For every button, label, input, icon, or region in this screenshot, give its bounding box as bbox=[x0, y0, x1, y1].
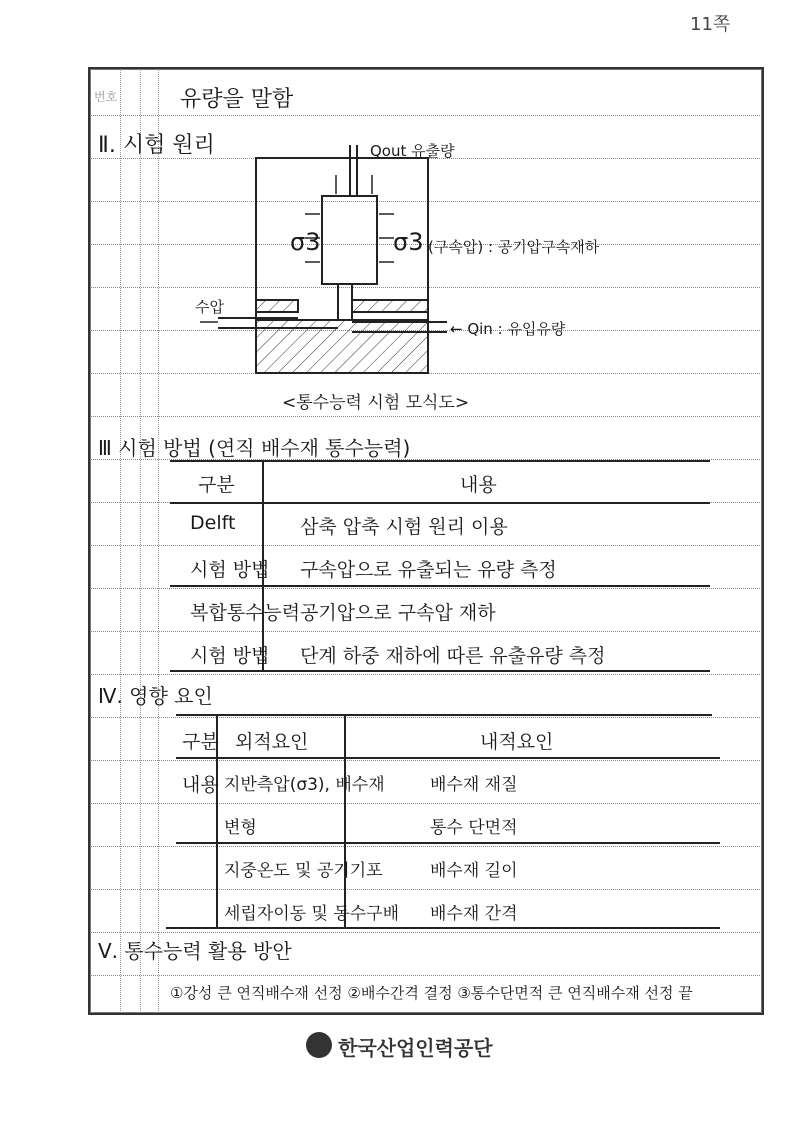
ruled-line bbox=[90, 631, 760, 632]
table4-cell-external: 지중온도 및 공기기포 bbox=[224, 861, 383, 881]
sigma3-left-label: σ3 bbox=[290, 228, 321, 256]
ruled-line bbox=[90, 975, 760, 976]
table3-cell-category: 복합통수능력 bbox=[190, 602, 301, 624]
footer-org: 한국산업인력공단 bbox=[338, 1036, 493, 1060]
ruled-line bbox=[90, 674, 760, 675]
table4-cell-external: 지반측압(σ3), 배수재 bbox=[224, 775, 385, 795]
table4-cell-external: 세립자이동 및 동수구배 bbox=[224, 904, 400, 924]
table3-cell-category: Delft bbox=[190, 512, 236, 534]
q-in-label: ← Qin : 유입유량 bbox=[450, 320, 566, 338]
table4-header-category: 구분 bbox=[182, 731, 219, 753]
ruled-line bbox=[90, 846, 760, 847]
ruled-line bbox=[90, 717, 760, 718]
table3-cell-category: 시험 방법 bbox=[190, 559, 270, 581]
table3-cell-category: 시험 방법 bbox=[190, 645, 270, 667]
permeability-test-diagram bbox=[0, 0, 793, 420]
table4-cell-internal: 배수재 길이 bbox=[430, 861, 518, 881]
section-3-heading: Ⅲ 시험 방법 (연직 배수재 통수능력) bbox=[98, 436, 411, 460]
table4-header-internal: 내적요인 bbox=[480, 731, 554, 753]
table4-row-label: 내용 bbox=[182, 774, 219, 796]
sigma3-right-label: σ3 bbox=[393, 228, 424, 256]
section-5-items: ①강성 큰 연직배수재 선정 ②배수간격 결정 ③통수단면적 큰 연직배수재 선정 끝 bbox=[170, 984, 693, 1002]
ruled-line bbox=[90, 932, 760, 933]
diagram-caption: <통수능력 시험 모식도> bbox=[282, 393, 470, 413]
table3-cell-content: 단계 하중 재하에 따른 유출유량 측정 bbox=[300, 645, 606, 667]
ruled-line bbox=[90, 588, 760, 589]
table3-cell-content: 구속압으로 유출되는 유량 측정 bbox=[300, 559, 557, 581]
table3-cell-content: 공기압으로 구속압 재하 bbox=[300, 602, 496, 624]
table3-cell-content: 삼축 압축 시험 원리 이용 bbox=[300, 516, 508, 538]
page-number: 11쪽 bbox=[690, 14, 731, 35]
q-out-label: Qout 유출량 bbox=[370, 142, 455, 160]
table4-cell-internal: 배수재 간격 bbox=[430, 904, 518, 924]
org-logo-icon bbox=[306, 1032, 332, 1058]
table4-header-external: 외적요인 bbox=[235, 731, 309, 753]
table4-cell-external: 변형 bbox=[224, 818, 257, 838]
table3-header-content: 내용 bbox=[460, 474, 497, 496]
confining-pressure-label: (구속압) : 공기압구속재하 bbox=[428, 238, 600, 256]
ruled-line bbox=[90, 545, 760, 546]
margin-label: 번호 bbox=[94, 90, 118, 104]
ruled-line bbox=[90, 760, 760, 761]
intro-line: 유량을 말함 bbox=[180, 87, 294, 112]
ruled-line bbox=[90, 889, 760, 890]
section-4-heading: Ⅳ. 영향 요인 bbox=[98, 684, 213, 708]
table4-cell-internal: 통수 단면적 bbox=[430, 818, 518, 838]
section-5-heading: Ⅴ. 통수능력 활용 방안 bbox=[98, 939, 292, 963]
section-2-heading: Ⅱ. 시험 원리 bbox=[98, 133, 215, 158]
table4-cell-internal: 배수재 재질 bbox=[430, 775, 518, 795]
table3-header-category: 구분 bbox=[198, 474, 235, 496]
ruled-line bbox=[90, 803, 760, 804]
water-pressure-label: 수압 bbox=[195, 298, 224, 316]
